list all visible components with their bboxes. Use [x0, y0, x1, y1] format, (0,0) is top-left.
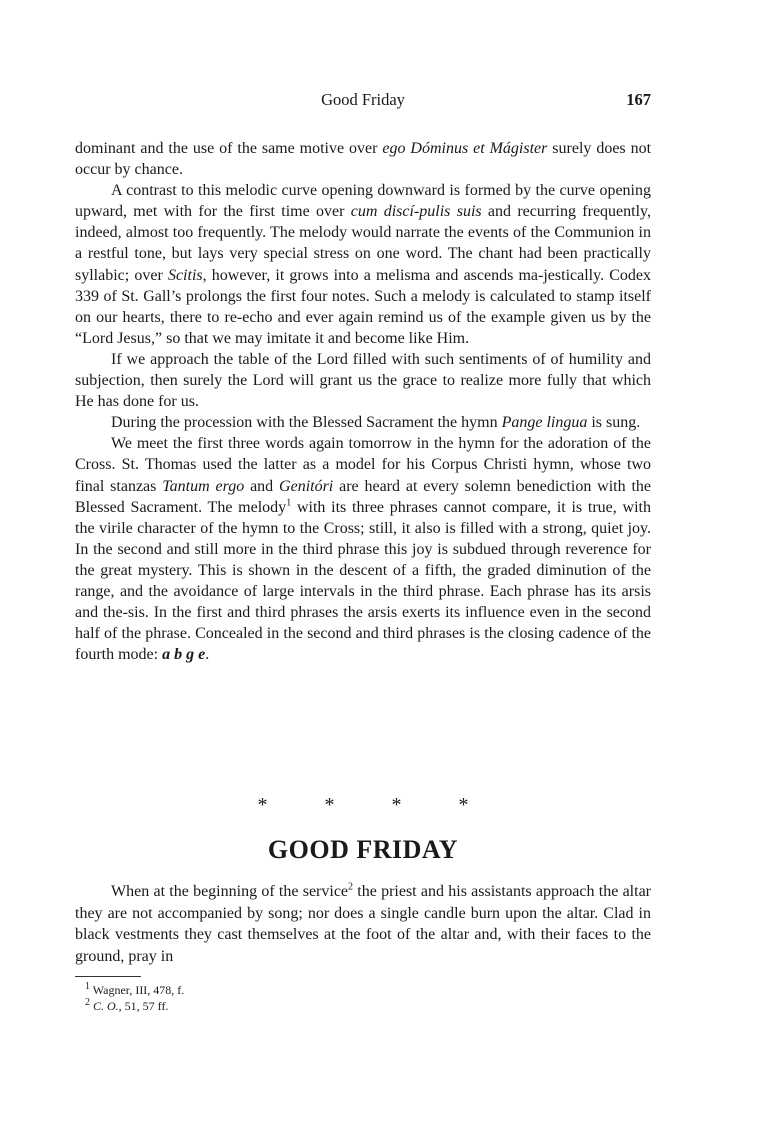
section-text	[75, 881, 651, 967]
footnote-rule	[75, 976, 141, 977]
footnotes	[75, 982, 651, 1014]
paragraph: If we approach the table of the Lord filled with such sentiments of of humility and subjection, then surely the Lord will grant us the grace to realize more fully that which He has done for us.	[75, 350, 651, 411]
page-number: 167	[626, 90, 651, 109]
section-heading: GOOD FRIDAY	[267, 835, 459, 864]
paragraph: When at the beginning of the service$^2$ the priest and his assistants approach the altar they are not accompanied by song; nor does a single candle burn upon the altar. Clad in black vestments they cast themselves at the foot of the altar and, with their faces to the ground, pray in	[75, 881, 651, 965]
footnote-1: $^1$ Wagner, III, 478, f.	[85, 981, 185, 997]
running-head	[75, 90, 651, 112]
paragraph: We meet the first three words again tomorrow in the hymn for the adoration of the Cross. St. Thomas used the latter as a model for his Corpus Christi hymn, whose two final stanzas Tantum ergo and Genitóri are heard at every solemn benediction with the Blessed Sacrament. The melody$^1$ with its three phrases cannot compare, it is true, with the virile character of the hymn to the Cross; still, it also is filled with a strong, quiet joy. In the second and still more in the third phrase this joy is subdued through reverence for the great mystery. This is shown in the descent of a fifth, the graded diminution of the range, and the avoidance of large intervals in the third phrase. Each phrase has its arsis and the-sis. In the first and third phrases the arsis exerts its influence even in the second half of the phrase. Concealed in the second and third phrases is the closing cadence of the fourth mode: a b g e.	[75, 435, 652, 664]
paragraph-continuation: dominant and the use of the same motive over ego Dóminus et Mágister surely does not occur by chance.	[75, 140, 652, 179]
section-separator: * * * *	[257, 794, 469, 816]
body-text	[75, 138, 651, 665]
paragraph: During the procession with the Blessed Sacrament the hymn Pange lingua is sung.	[111, 414, 641, 432]
footnote-2: $^2$ C. O., 51, 57 ff.	[85, 997, 169, 1013]
paragraph: A contrast to this melodic curve opening downward is formed by the curve opening upward, met with for the first time over cum discí-pulis suis and recurring frequently, indeed, almost too frequently. The melody would narrate the events of the Communion in a restful tone, but lays very special stress on one word. The chant had been practically syllabic; over Scitis, however, it grows into a melisma and ascends ma-jestically. Codex 339 of St. Gall’s prolongs the first four notes. Such a melody is calculated to stamp itself on our hearts, there to re-echo and ever again remind us of the example given us by the “Lord Jesus,” so that we may imitate it and become like Him.	[75, 182, 652, 347]
running-head-title: Good Friday	[321, 90, 405, 109]
